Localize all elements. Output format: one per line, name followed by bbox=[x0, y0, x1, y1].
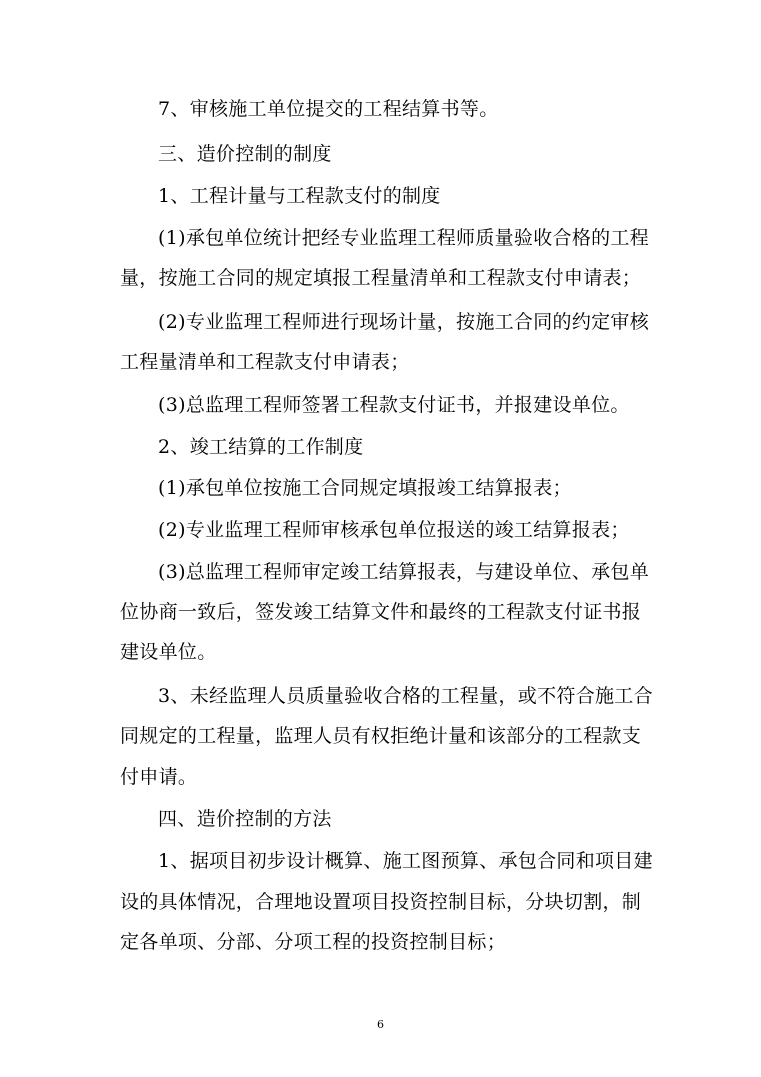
page-number: 6 bbox=[377, 1018, 384, 1031]
paragraph-line: (1)承包单位按施工合同规定填报竣工结算报表； bbox=[158, 477, 572, 499]
paragraph-line: 位协商一致后，签发竣工结算文件和最终的工程款支付证书报 bbox=[120, 601, 642, 623]
paragraph-line: (3)总监理工程师审定竣工结算报表，与建设单位、承包单 bbox=[158, 561, 650, 583]
paragraph-line: (2)专业监理工程师进行现场计量，按施工合同的约定审核 bbox=[158, 311, 650, 333]
paragraph-line: 建设单位。 bbox=[120, 641, 217, 663]
paragraph-line: 1、据项目初步设计概算、施工图预算、承包合同和项目建 bbox=[158, 850, 653, 872]
paragraph-line: 定各单项、分部、分项工程的投资控制目标； bbox=[120, 931, 507, 953]
subsection-heading-1: 1、工程计量与工程款支付的制度 bbox=[158, 185, 441, 207]
paragraph-item-7: 7、审核施工单位提交的工程结算书等。 bbox=[158, 98, 499, 120]
subsection-heading-2: 2、竣工结算的工作制度 bbox=[158, 436, 364, 458]
paragraph-line: 工程量清单和工程款支付申请表； bbox=[120, 351, 410, 373]
paragraph-line: (3)总监理工程师签署工程款支付证书，并报建设单位。 bbox=[158, 394, 630, 416]
paragraph-line: 付申请。 bbox=[120, 766, 198, 788]
paragraph-line: 设的具体情况，合理地设置项目投资控制目标，分块切割，制 bbox=[120, 891, 642, 913]
paragraph-line: 3、未经监理人员质量验收合格的工程量，或不符合施工合 bbox=[158, 685, 653, 707]
paragraph-line: (1)承包单位统计把经专业监理工程师质量验收合格的工程 bbox=[158, 227, 650, 249]
paragraph-line: 量，按施工合同的规定填报工程量清单和工程款支付申请表； bbox=[120, 267, 642, 289]
paragraph-line: (2)专业监理工程师审核承包单位报送的竣工结算报表； bbox=[158, 519, 630, 541]
section-heading-4: 四、造价控制的方法 bbox=[158, 808, 332, 830]
paragraph-line: 同规定的工程量，监理人员有权拒绝计量和该部分的工程款支 bbox=[120, 725, 642, 747]
section-heading-3: 三、造价控制的制度 bbox=[158, 143, 332, 165]
